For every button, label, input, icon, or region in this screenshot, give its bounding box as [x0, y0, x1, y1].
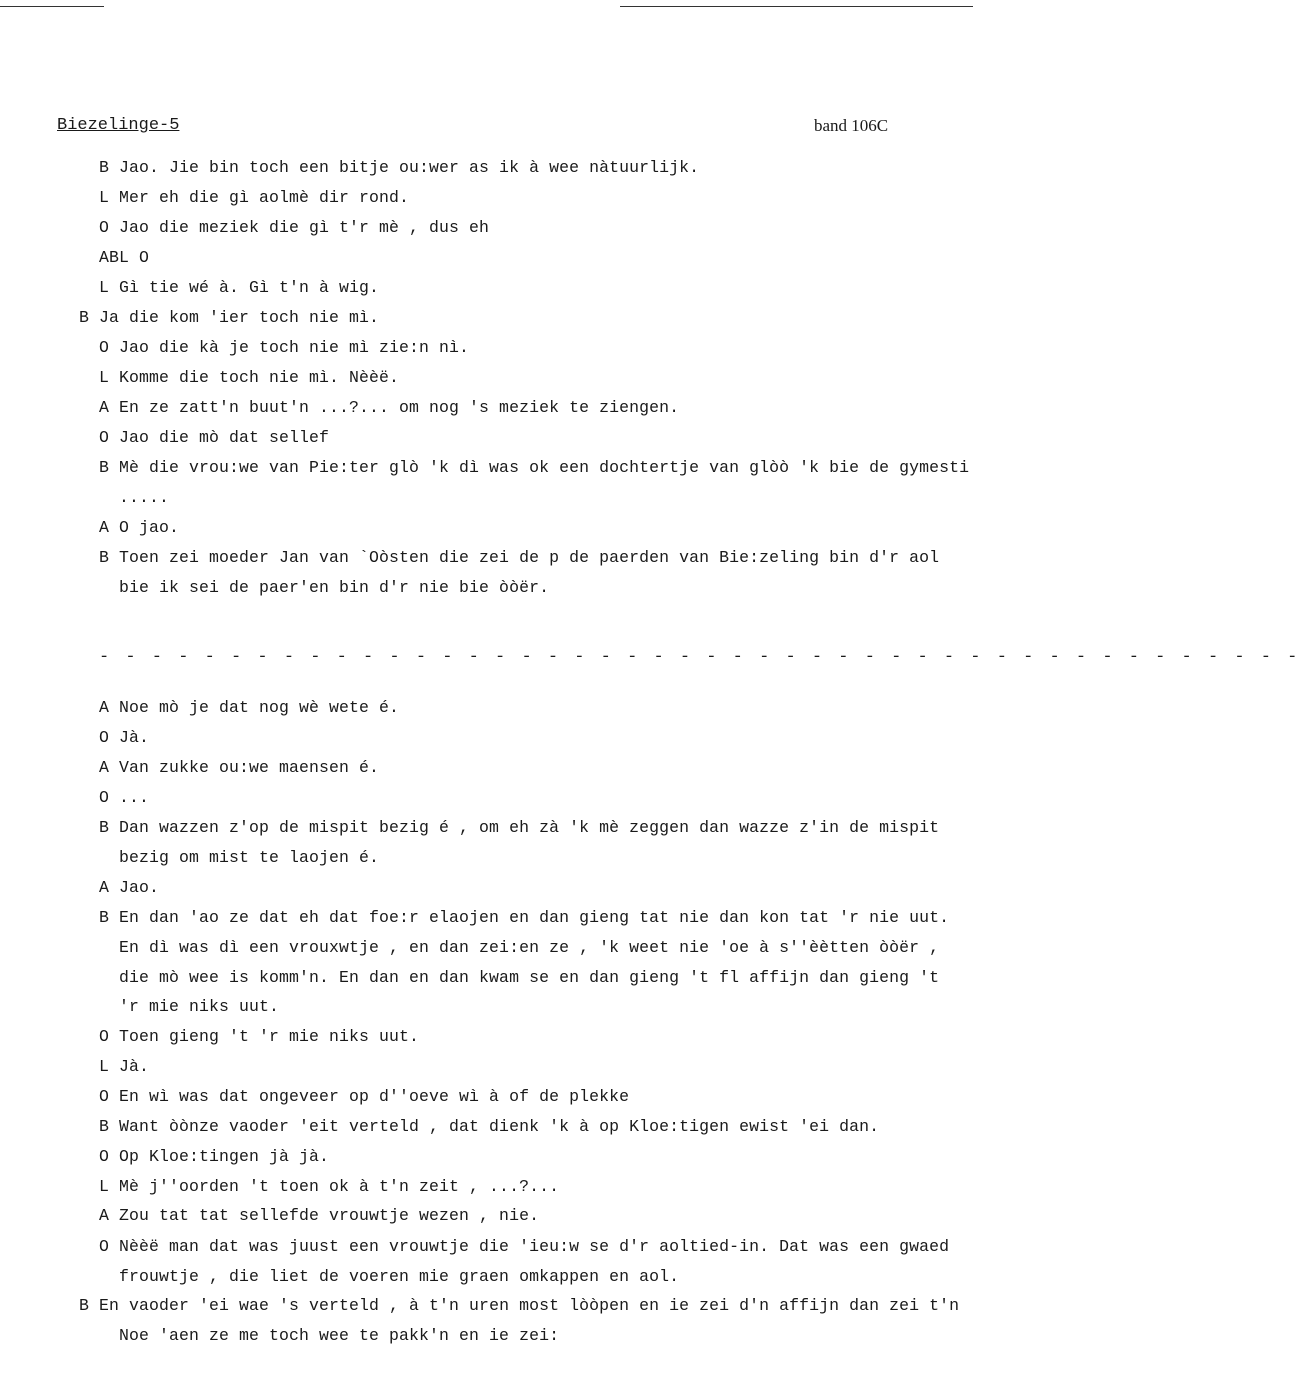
transcript-line: A O jao. — [99, 518, 180, 537]
transcript-line: O Op Kloe:tingen jà jà. — [99, 1147, 330, 1166]
transcript-line: B Dan wazzen z'op de mispit bezig é , om eh zà 'k mè zeggen dan wazze z'in de mispit — [99, 818, 940, 837]
transcript-line: bie ik sei de paer'en bin d'r nie bie òòër. — [119, 578, 550, 597]
transcript-line: O Jao die mò dat sellef — [99, 428, 330, 447]
transcript-line: O Nèèë man dat was juust een vrouwtje die 'ieu:w se d'r aoltied-in. Dat was een gwaed — [99, 1237, 950, 1256]
transcript-line: A Zou tat tat sellefde vrouwtje wezen , nie. — [99, 1206, 540, 1225]
transcript-line: B Toen zei moeder Jan van `Oòsten die zei de p de paerden van Bie:zeling bin d'r aol — [99, 548, 940, 567]
top-rule-right — [620, 6, 973, 7]
transcript-line: A Jao. — [99, 878, 160, 897]
transcript-line: B Mè die vrou:we van Pie:ter glò 'k dì was ok een dochtertje van glòò 'k bie de gymesti — [99, 458, 970, 477]
transcript-line: bezig om mist te laojen é. — [119, 848, 380, 867]
transcript-line: Noe 'aen ze me toch wee te pakk'n en ie zei: — [119, 1326, 560, 1345]
transcript-line: O En wì was dat ongeveer op d''oeve wì à of de plekke — [99, 1087, 630, 1106]
document-title: Biezelinge-5 — [57, 116, 180, 135]
transcript-line: 'r mie niks uut. — [119, 997, 280, 1016]
transcript-line: O Jao die meziek die gì t'r mè , dus eh — [99, 218, 490, 237]
section-separator: - - - - - - - - - - - - - - - - - - - - - - - - - - - - - - - - - - - - - - - - - - - - - - — [99, 648, 1300, 667]
transcript-line: B Ja die kom 'ier toch nie mì. — [79, 308, 380, 327]
transcript-line: En dì was dì een vrouxwtje , en dan zei:en ze , 'k weet nie 'oe à s''èètten òòër , — [119, 938, 940, 957]
transcript-line: ..... — [119, 488, 170, 507]
transcript-line: O Jà. — [99, 728, 150, 747]
transcript-line: L Komme die toch nie mì. Nèèë. — [99, 368, 400, 387]
transcript-line: O ... — [99, 788, 150, 807]
transcript-line: A Van zukke ou:we maensen é. — [99, 758, 380, 777]
transcript-line: A En ze zatt'n buut'n ...?... om nog 's meziek te ziengen. — [99, 398, 680, 417]
transcript-line: L Gì tie wé à. Gì t'n à wig. — [99, 278, 380, 297]
transcript-line: L Mè j''oorden 't toen ok à t'n zeit , ...?... — [99, 1177, 560, 1196]
transcript-line: B Jao. Jie bin toch een bitje ou:wer as ik à wee nàtuurlijk. — [99, 158, 700, 177]
band-label: band 106C — [814, 116, 889, 135]
transcript-line: O Jao die kà je toch nie mì zie:n nì. — [99, 338, 470, 357]
transcript-line: ABL O — [99, 248, 150, 267]
transcript-line: die mò wee is komm'n. En dan en dan kwam se en dan gieng 't fl affijn dan gieng 't — [119, 968, 940, 987]
transcript-line: frouwtje , die liet de voeren mie graen omkappen en aol. — [119, 1267, 680, 1286]
transcript-line: L Mer eh die gì aolmè dir rond. — [99, 188, 410, 207]
transcript-line: L Jà. — [99, 1057, 150, 1076]
transcript-line: B En dan 'ao ze dat eh dat foe:r elaojen en dan gieng tat nie dan kon tat 'r nie uut. — [99, 908, 950, 927]
transcript-line: B Want òònze vaoder 'eit verteld , dat dienk 'k à op Kloe:tigen ewist 'ei dan. — [99, 1117, 880, 1136]
top-rule-left — [0, 6, 104, 7]
transcript-line: O Toen gieng 't 'r mie niks uut. — [99, 1027, 420, 1046]
transcript-line: A Noe mò je dat nog wè wete é. — [99, 698, 400, 717]
transcript-line: B En vaoder 'ei wae 's verteld , à t'n uren most lòòpen en ie zei d'n affijn dan zei t'n — [79, 1296, 960, 1315]
